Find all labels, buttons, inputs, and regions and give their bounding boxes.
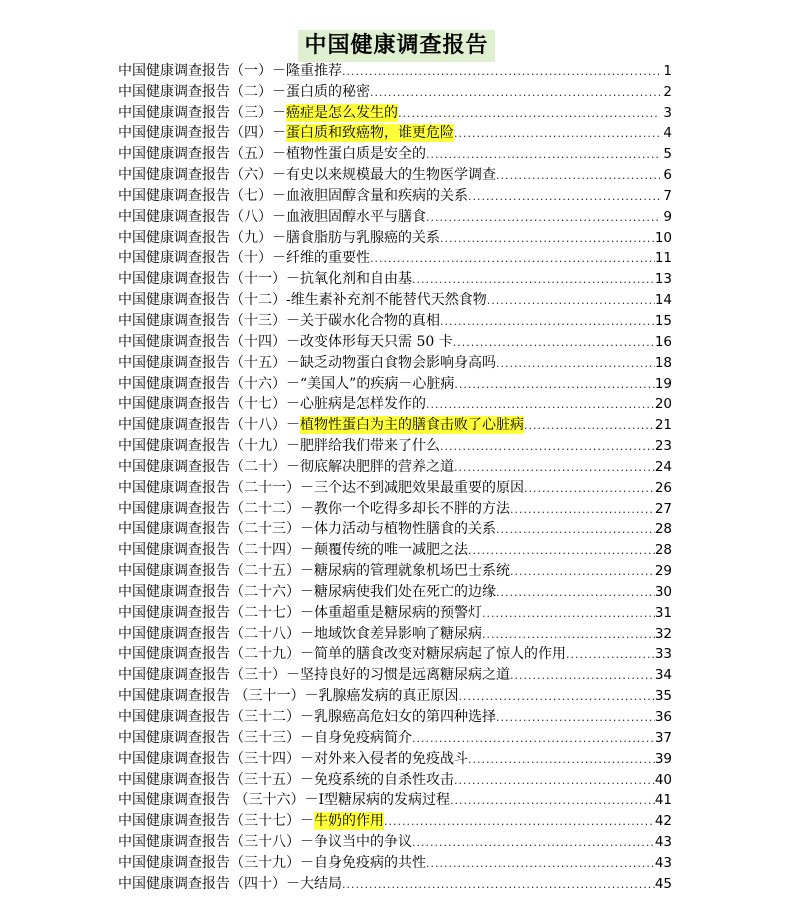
toc-entry-prefix: 中国健康调查报告（二十八）－ <box>118 625 314 642</box>
toc-entry-title: 血液胆固醇水平与膳食 <box>286 208 426 225</box>
toc-entry-title: 肥胖给我们带来了什么 <box>300 438 440 455</box>
toc-page-number: 37 <box>654 729 672 746</box>
toc-entry[interactable] <box>118 163 672 184</box>
toc-entry-title: 缺乏动物蛋白食物会影响身高吗 <box>300 354 496 371</box>
toc-page-number: 41 <box>654 792 672 809</box>
toc-entry[interactable] <box>118 872 672 893</box>
toc-entry-title: 隆重推荐 <box>286 62 342 79</box>
toc-entry-prefix: 中国健康调查报告（三十四）－ <box>118 750 314 767</box>
toc-page-number: 1 <box>663 62 672 79</box>
toc-entry-title: 彻底解决肥胖的营养之道 <box>300 458 454 475</box>
toc-leader-dots <box>440 314 655 330</box>
toc-entry-title: 自身免疫病的共性 <box>314 854 426 871</box>
toc-page-number: 19 <box>654 375 672 392</box>
toc-leader-dots <box>482 627 655 643</box>
toc-entry[interactable] <box>118 142 672 163</box>
toc-page-number: 3 <box>663 104 672 121</box>
toc-page-number: 42 <box>654 813 672 830</box>
toc-entry[interactable] <box>118 601 672 622</box>
toc-leader-dots <box>454 126 660 142</box>
toc-leader-dots <box>453 335 655 351</box>
toc-page-number: 2 <box>663 83 672 100</box>
toc-entry-title-highlighted: 植物性蛋白为主的膳食击败了心脏病 <box>300 417 524 434</box>
toc-entry[interactable] <box>118 580 672 601</box>
toc-entry[interactable] <box>118 351 672 372</box>
toc-leader-dots <box>440 439 655 455</box>
toc-entry-title: 教你一个吃得多却长不胖的方法 <box>314 500 510 517</box>
toc-entry-prefix: 中国健康调查报告（三十三）－ <box>118 729 314 746</box>
toc-leader-dots <box>342 877 655 893</box>
toc-entry-prefix: 中国健康调查报告（二十二）－ <box>118 500 314 517</box>
toc-entry-title: 大结局 <box>300 875 342 892</box>
toc-entry-prefix: 中国健康调查报告（二十一）－ <box>118 479 314 496</box>
toc-page-number: 27 <box>654 500 672 517</box>
toc-leader-dots <box>496 585 655 601</box>
toc-entry[interactable] <box>118 101 672 122</box>
toc-entry[interactable] <box>118 122 672 143</box>
toc-entry[interactable] <box>118 330 672 351</box>
toc-page-number: 35 <box>654 688 672 705</box>
toc-entry-title: 改变体形每天只需 50 卡 <box>300 333 453 350</box>
toc-page-number: 18 <box>654 354 672 371</box>
toc-entry[interactable] <box>118 643 672 664</box>
toc-entry-title: Ⅰ型糖尿病的发病过程 <box>318 792 450 809</box>
toc-entry-prefix: 中国健康调查报告（十一）－ <box>118 271 300 288</box>
toc-entry-prefix: 中国健康调查报告（二十四）－ <box>118 542 314 559</box>
toc-entry-title: 免疫系统的自杀性攻击 <box>314 771 454 788</box>
toc-entry-prefix: 中国健康调查报告（九）－ <box>118 229 286 246</box>
toc-leader-dots <box>426 856 655 872</box>
toc-leader-dots <box>412 272 655 288</box>
toc-entry-title: 体力活动与植物性膳食的关系 <box>314 521 496 538</box>
toc-entry-prefix: 中国健康调查报告（二十六）－ <box>118 583 314 600</box>
toc-entry-prefix: 中国健康调查报告（四十）－ <box>118 875 300 892</box>
toc-entry-title-highlighted: 蛋白质和致癌物，谁更危险 <box>286 125 454 142</box>
toc-leader-dots <box>426 397 655 413</box>
toc-entry-prefix: 中国健康调查报告（四）－ <box>118 125 286 142</box>
toc-entry-prefix: 中国健康调查报告（二十九）－ <box>118 646 314 663</box>
toc-entry-prefix: 中国健康调查报告（三十）－ <box>118 667 300 684</box>
toc-entry-prefix: 中国健康调查报告（三十二）－ <box>118 709 314 725</box>
toc-entry[interactable] <box>118 226 672 247</box>
toc-entry[interactable] <box>118 80 672 101</box>
toc-leader-dots <box>524 481 655 497</box>
toc-entry[interactable] <box>118 59 672 80</box>
toc-entry-prefix: 中国健康调查报告（二十）－ <box>118 458 300 475</box>
toc-page-number: 28 <box>654 521 672 538</box>
toc-entry-prefix: 中国健康调查报告（二）－ <box>118 83 286 100</box>
toc-leader-dots <box>496 522 655 538</box>
toc-entry[interactable] <box>118 372 672 393</box>
toc-page-number: 11 <box>654 250 672 267</box>
toc-leader-dots <box>450 793 655 809</box>
toc-page-number: 6 <box>663 167 672 184</box>
toc-leader-dots <box>412 835 655 851</box>
toc-leader-dots <box>458 689 654 705</box>
toc-leader-dots <box>426 147 660 163</box>
toc-entry-title: 地域饮食差异影响了糖尿病 <box>314 625 482 642</box>
toc-entry[interactable] <box>118 393 672 414</box>
toc-entry-title: 体重超重是糖尿病的预警灯 <box>314 604 482 621</box>
toc-entry[interactable] <box>118 830 672 851</box>
toc-page-number: 14 <box>654 292 672 309</box>
toc-entry[interactable] <box>118 413 672 434</box>
toc-page-number: 21 <box>654 417 672 434</box>
toc-entry-title: 心脏病是怎样发作的 <box>300 396 426 413</box>
toc-page-number: 20 <box>654 396 672 413</box>
toc-entry[interactable] <box>118 705 672 726</box>
toc-entry-prefix: 中国健康调查报告（十七）－ <box>118 396 300 413</box>
toc-entry-title: 有史以来规模最大的生物医学调查 <box>286 167 496 184</box>
toc-entry-prefix: 中国健康调查报告（三十七）－ <box>118 813 314 830</box>
toc-leader-dots <box>454 377 654 393</box>
toc-entry[interactable] <box>118 789 672 810</box>
toc-leader-dots <box>454 773 655 789</box>
toc-entry-title: 颠覆传统的唯一减肥之法 <box>314 542 468 559</box>
toc-leader-dots <box>454 460 655 476</box>
toc-entry[interactable] <box>118 768 672 789</box>
toc-leader-dots <box>370 251 655 267</box>
toc-entry[interactable] <box>118 288 672 309</box>
table-of-contents <box>118 59 672 893</box>
toc-leader-dots <box>440 231 655 247</box>
toc-entry[interactable] <box>118 205 672 226</box>
toc-page-number: 31 <box>654 604 672 621</box>
toc-entry-prefix: 中国健康调查报告（二十七）－ <box>118 604 314 621</box>
toc-entry-prefix: 中国健康调查报告（十九）－ <box>118 438 300 455</box>
toc-page-number: 24 <box>654 458 672 475</box>
toc-entry-title: 简单的膳食改变对糖尿病起了惊人的作用 <box>314 646 566 663</box>
toc-page-number: 16 <box>654 333 672 350</box>
toc-entry-prefix: 中国健康调查报告（三）－ <box>118 104 286 121</box>
toc-page-number: 10 <box>654 229 672 246</box>
toc-entry[interactable] <box>118 497 672 518</box>
toc-page-number: 13 <box>654 271 672 288</box>
toc-entry-title: 植物性蛋白质是安全的 <box>286 146 426 163</box>
toc-entry-title: 糖尿病使我们处在死亡的边缘 <box>314 583 496 600</box>
toc-page-number: 30 <box>654 583 672 600</box>
toc-entry-title: 自身免疫病简介 <box>314 729 412 746</box>
toc-leader-dots <box>487 293 655 309</box>
toc-page-number: 29 <box>654 563 672 580</box>
toc-page-number: 7 <box>663 187 672 204</box>
toc-page-number: 4 <box>663 125 672 142</box>
toc-entry-prefix: 中国健康调查报告（七）－ <box>118 187 286 204</box>
document-title: 中国健康调查报告 <box>298 30 494 62</box>
toc-entry-title: 蛋白质的秘密 <box>286 83 370 100</box>
toc-entry-prefix: 中国健康调查报告（六）－ <box>118 167 286 184</box>
toc-entry[interactable] <box>118 267 672 288</box>
toc-page-number: 36 <box>654 709 672 725</box>
toc-entry-title-highlighted: 癌症是怎么发生的 <box>286 104 398 121</box>
toc-entry-prefix: 中国健康调查报告（十五）－ <box>118 354 300 371</box>
toc-entry-prefix: 中国健康调查报告（一）－ <box>118 62 286 79</box>
toc-page-number: 26 <box>654 479 672 496</box>
toc-leader-dots <box>566 647 655 663</box>
toc-entry-prefix: 中国健康调查报告（三十九）－ <box>118 854 314 871</box>
toc-entry-title: 坚持良好的习惯是远离糖尿病之道 <box>300 667 510 684</box>
toc-entry[interactable] <box>118 309 672 330</box>
toc-entry-title: 乳腺癌高危妇女的第四种选择 <box>314 709 496 725</box>
toc-page-number: 40 <box>654 771 672 788</box>
toc-page-number: 43 <box>654 834 672 851</box>
toc-entry-title-highlighted: 牛奶的作用 <box>314 813 384 830</box>
toc-entry[interactable] <box>118 455 672 476</box>
toc-leader-dots <box>468 752 655 768</box>
toc-entry-prefix: 中国健康调查报告（十）－ <box>118 250 286 267</box>
toc-leader-dots <box>426 210 660 226</box>
toc-entry[interactable] <box>118 476 672 497</box>
toc-page-number: 28 <box>654 542 672 559</box>
toc-leader-dots <box>496 356 655 372</box>
toc-entry-prefix: 中国健康调查报告（二十五）－ <box>118 563 314 580</box>
toc-entry[interactable] <box>118 247 672 268</box>
toc-entry[interactable] <box>118 851 672 872</box>
toc-entry-title: 糖尿病的管理就象机场巴士系统 <box>314 563 510 580</box>
toc-entry[interactable] <box>118 809 672 830</box>
toc-entry-prefix: 中国健康调查报告（五）－ <box>118 146 286 163</box>
toc-leader-dots <box>412 731 655 747</box>
toc-leader-dots <box>524 418 655 434</box>
toc-page-number: 15 <box>654 312 672 329</box>
toc-entry-title: 血液胆固醇含量和疾病的关系 <box>286 187 468 204</box>
toc-page-number: 43 <box>654 854 672 871</box>
toc-entry-title: 三个达不到减肥效果最重要的原因 <box>314 479 524 496</box>
toc-entry-title: 纤维的重要性 <box>286 250 370 267</box>
toc-entry-title: 乳腺癌发病的真正原因 <box>318 688 459 705</box>
toc-leader-dots <box>342 64 660 80</box>
toc-entry-prefix: 中国健康调查报告 （三十一）－ <box>118 688 319 705</box>
toc-entry-title: “美国人”的疾病－心脏病 <box>300 375 455 392</box>
toc-page-number: 39 <box>654 750 672 767</box>
toc-entry-prefix: 中国健康调查报告（三十五）－ <box>118 771 314 788</box>
toc-page-number: 23 <box>654 438 672 455</box>
toc-entry-prefix: 中国健康调查报告（三十八）－ <box>118 834 314 851</box>
toc-entry-prefix: 中国健康调查报告（十三）－ <box>118 312 300 329</box>
toc-entry[interactable] <box>118 538 672 559</box>
toc-leader-dots <box>370 85 660 101</box>
toc-leader-dots <box>510 502 655 518</box>
toc-entry[interactable] <box>118 747 672 768</box>
toc-leader-dots <box>468 543 655 559</box>
toc-entry-title: 对外来入侵者的免疫战斗 <box>314 750 468 767</box>
toc-page-number: 45 <box>654 875 672 892</box>
toc-entry-title: 抗氧化剂和自由基 <box>300 271 412 288</box>
toc-leader-dots <box>496 168 660 184</box>
toc-leader-dots <box>384 814 655 830</box>
toc-leader-dots <box>510 564 655 580</box>
toc-entry[interactable] <box>118 434 672 455</box>
toc-entry-title: 争议当中的争议 <box>314 834 412 851</box>
toc-page-number: 9 <box>663 208 672 225</box>
toc-entry[interactable] <box>118 559 672 580</box>
toc-entry[interactable] <box>118 684 672 705</box>
toc-leader-dots <box>482 606 655 622</box>
toc-page-number: 33 <box>654 646 672 663</box>
toc-leader-dots <box>496 710 655 726</box>
toc-entry-prefix: 中国健康调查报告 （三十六）－ <box>118 792 319 809</box>
toc-leader-dots <box>468 189 660 205</box>
toc-entry-prefix: 中国健康调查报告（十二）- <box>118 292 291 309</box>
toc-entry[interactable] <box>118 622 672 643</box>
toc-entry[interactable] <box>118 726 672 747</box>
toc-entry-prefix: 中国健康调查报告（十四）－ <box>118 333 300 350</box>
toc-entry-prefix: 中国健康调查报告（十六）－ <box>118 375 300 392</box>
toc-page-number: 5 <box>663 146 672 163</box>
toc-page-number: 34 <box>654 667 672 684</box>
document-title-wrap <box>0 22 793 62</box>
toc-entry-title: 膳食脂肪与乳腺癌的关系 <box>286 229 440 246</box>
toc-entry[interactable] <box>118 663 672 684</box>
toc-leader-dots <box>398 106 660 122</box>
toc-entry-title: 关于碳水化合物的真相 <box>300 312 440 329</box>
toc-entry[interactable] <box>118 518 672 539</box>
toc-entry-prefix: 中国健康调查报告（二十三）－ <box>118 521 314 538</box>
toc-entry-title: 维生素补充剂不能替代天然食物 <box>290 292 487 309</box>
toc-entry-prefix: 中国健康调查报告（八）－ <box>118 208 286 225</box>
toc-leader-dots <box>510 668 655 684</box>
toc-entry[interactable] <box>118 184 672 205</box>
toc-entry-prefix: 中国健康调查报告（十八）－ <box>118 417 300 434</box>
toc-page-number: 32 <box>654 625 672 642</box>
